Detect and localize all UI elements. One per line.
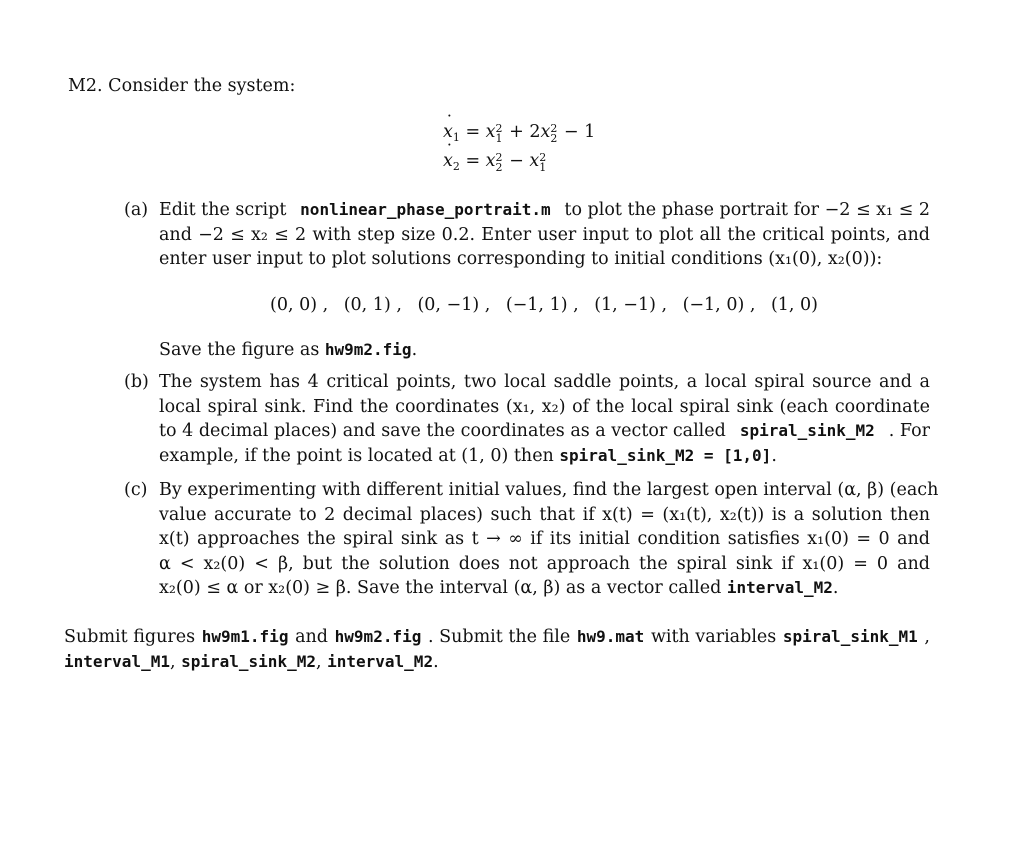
part-c-label: (c) <box>124 480 148 500</box>
part-b-line3-post: . For <box>888 421 930 441</box>
submit-text: Submit figures <box>64 627 196 647</box>
part-a-body <box>159 198 930 272</box>
part-a-line1-pre: Edit the script <box>159 200 287 220</box>
part-a-label: (a) <box>124 200 149 220</box>
submit-line1 <box>64 625 930 650</box>
save-period: . <box>411 340 418 360</box>
interval-var: interval_M2 <box>726 578 833 597</box>
save-filename: hw9m2.fig <box>324 340 412 359</box>
part-b-label: (b) <box>124 372 149 392</box>
part-a-line3: enter user input to plot solutions corresponding to initial conditions (x₁(0), x₂(0)): <box>159 249 883 269</box>
part-b-line4 <box>159 444 930 469</box>
part-b-line3 <box>159 419 930 444</box>
submit-text: , <box>924 627 930 647</box>
spiral-sink-example: spiral_sink_M2 = [1,0] <box>559 445 772 465</box>
submit-variable: spiral_sink_M1 <box>782 627 918 646</box>
submit-separator: . <box>433 651 439 672</box>
initial-condition: (0, −1) , <box>417 295 491 315</box>
submit-separator: , <box>315 651 328 672</box>
submit-file: hw9.mat <box>576 627 645 646</box>
spiral-sink-var: spiral_sink_M2 <box>739 421 875 440</box>
submit-line2 <box>64 650 930 675</box>
submit-text: and <box>295 627 329 647</box>
equation-1: ˙ $x_1 = x$ 2 1 + 2x 2 2 − 1 <box>443 120 595 145</box>
part-b-line1: The system has 4 critical points, two local saddle points, a local spiral source and a <box>159 372 930 392</box>
equation-2: ˙ $x_2 = x$ 2 2 − x 2 1 <box>443 149 547 174</box>
part-a-save-line <box>159 338 930 363</box>
problem-heading: M2. Consider the system: <box>68 76 296 96</box>
initial-condition: (−1, 1) , <box>505 295 579 315</box>
initial-condition: (−1, 0) , <box>682 295 756 315</box>
submit-variable: spiral_sink_M2 <box>181 651 316 671</box>
part-a-line2: and −2 ≤ x₂ ≤ 2 with step size 0.2. Enter user input to plot all the critical points, and <box>159 224 930 245</box>
submit-text: with variables <box>650 627 777 647</box>
part-c-line2: value accurate to 2 decimal places) such that if x(t) = (x₁(t), x₂(t)) is a solution then <box>159 504 930 525</box>
part-a-line1-post: to plot the phase portrait for −2 ≤ x₁ ≤ 2 <box>564 200 930 220</box>
initial-condition: (1, 0) <box>770 295 818 315</box>
part-c-body <box>159 478 939 601</box>
submit-separator: , <box>169 651 182 672</box>
submit-section <box>64 625 930 674</box>
part-b-line4-pre: example, if the point is located at (1, 0) then <box>159 445 560 466</box>
part-c-line1: By experimenting with different initial values, find the largest open interval (α, β) (each <box>159 480 939 500</box>
part-c-line5 <box>159 576 930 601</box>
part-b-line3-pre: to 4 decimal places) and save the coordinates as a vector called <box>159 421 726 441</box>
submit-file: hw9m1.fig <box>201 627 289 646</box>
submit-text: . Submit the file <box>428 627 571 647</box>
submit-variable: interval_M1 <box>64 651 170 671</box>
part-b-body <box>159 370 930 468</box>
submit-variable: interval_M2 <box>327 651 434 671</box>
save-text: Save the figure as <box>159 340 325 360</box>
part-c-line5-pre: x₂(0) ≤ α or x₂(0) ≥ β. Save the interval (α, β) as a vector called <box>159 578 727 598</box>
initial-condition: (0, 1) , <box>343 295 402 315</box>
initial-condition: (1, −1) , <box>594 295 668 315</box>
submit-file: hw9m2.fig <box>334 627 422 646</box>
part-b-line4-post: . <box>771 445 777 466</box>
part-c-line5-post: . <box>832 578 839 598</box>
part-a-script-name: nonlinear_phase_portrait.m <box>300 200 551 219</box>
part-b-line2: local spiral sink. Find the coordinates (x₁, x₂) of the local spiral sink (each coordinate <box>159 396 930 417</box>
part-c-line4: α < x₂(0) < β, but the solution does not approach the spiral sink if x₁(0) = 0 and <box>159 553 930 574</box>
initial-condition: (0, 0) , <box>270 295 329 315</box>
part-c-line3: x(t) approaches the spiral sink as t → ∞ if its initial condition satisfies x₁(0) = 0 and <box>159 529 930 549</box>
initial-conditions-row <box>270 293 818 318</box>
